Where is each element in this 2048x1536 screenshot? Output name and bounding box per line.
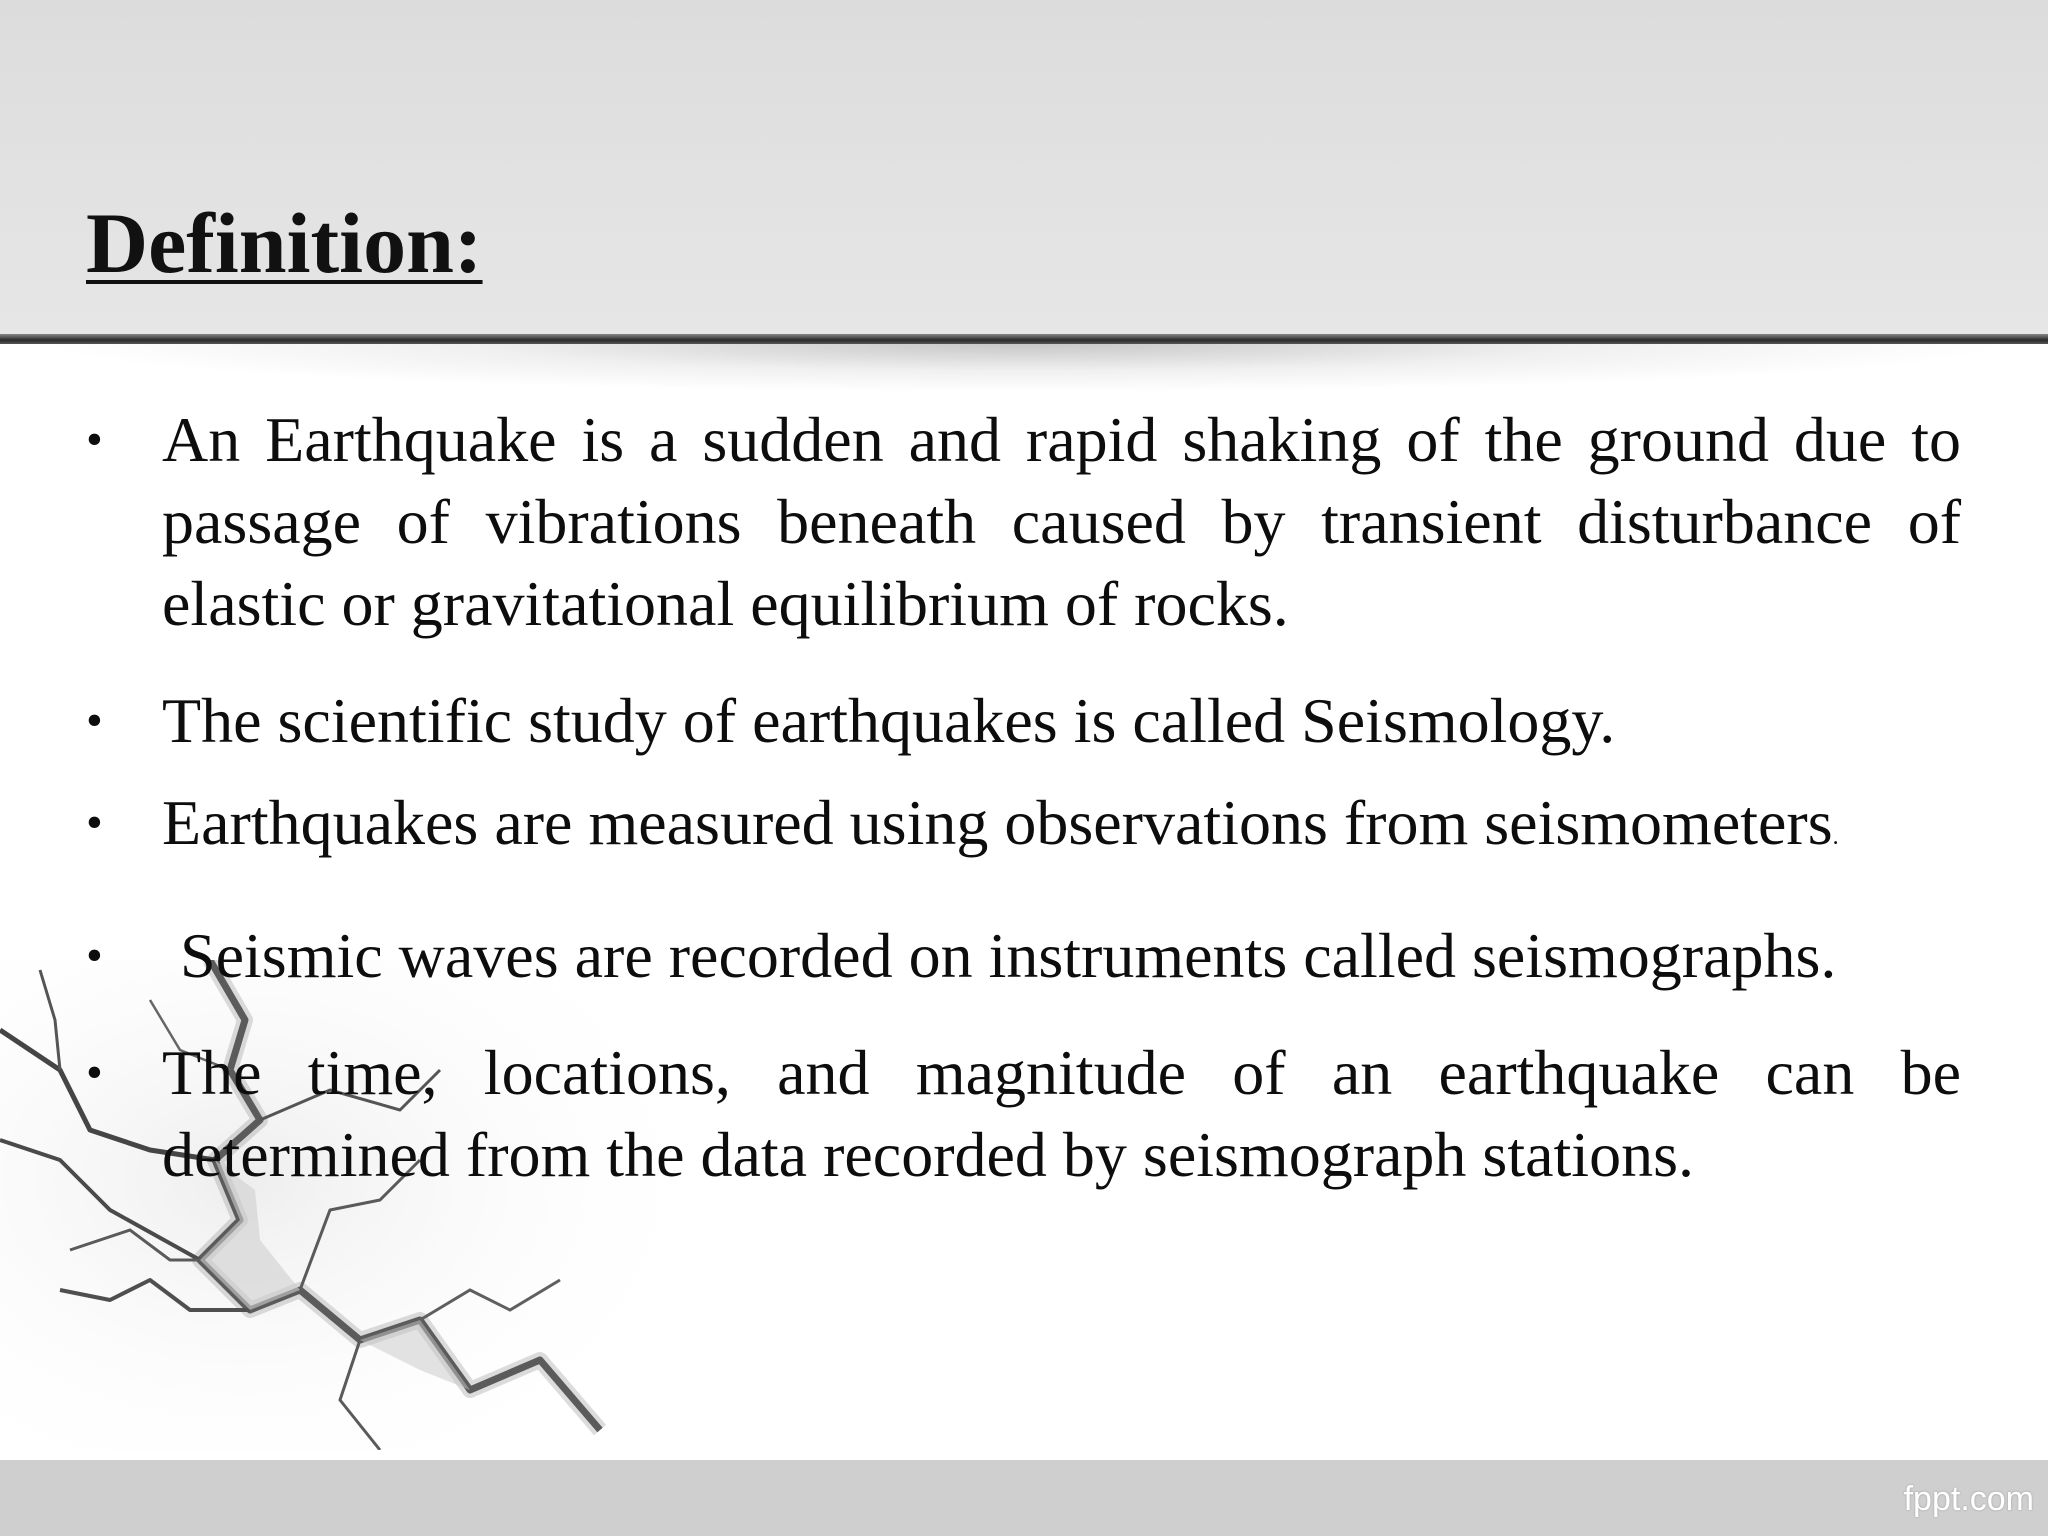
bullet-trailing-period: . [1832, 824, 1839, 850]
list-item [86, 1032, 1961, 1196]
bullet-marker: • [86, 929, 103, 982]
bullet-marker: • [86, 413, 103, 466]
bullet-text: The scientific study of earthquakes is called Seismology. [162, 685, 1616, 756]
footer-band [0, 1460, 2048, 1536]
bullet-text: The time, locations, and magnitude of an earthquake can be determined from the data recorded by seismograph stations. [162, 1037, 1961, 1190]
slide-title: Definition: [86, 195, 483, 291]
list-item [86, 915, 1961, 997]
bullet-text: An Earthquake is a sudden and rapid shaking of the ground due to passage of vibrations beneath caused by transient disturbance of elastic or gravitational equilibrium of rocks. [162, 404, 1961, 639]
bullet-text: Earthquakes are measured using observations from seismometers [162, 787, 1833, 858]
bullet-text-wrapper [162, 782, 1961, 878]
bullet-marker: • [86, 694, 103, 747]
bullet-marker: • [86, 796, 103, 849]
list-item [86, 680, 1961, 762]
list-item [86, 399, 1961, 645]
list-item [86, 782, 1961, 878]
brand-watermark: fppt.com [1903, 1480, 2034, 1518]
bullet-marker: • [86, 1046, 103, 1099]
bullet-text: Seismic waves are recorded on instruments called seismographs. [180, 920, 1837, 991]
